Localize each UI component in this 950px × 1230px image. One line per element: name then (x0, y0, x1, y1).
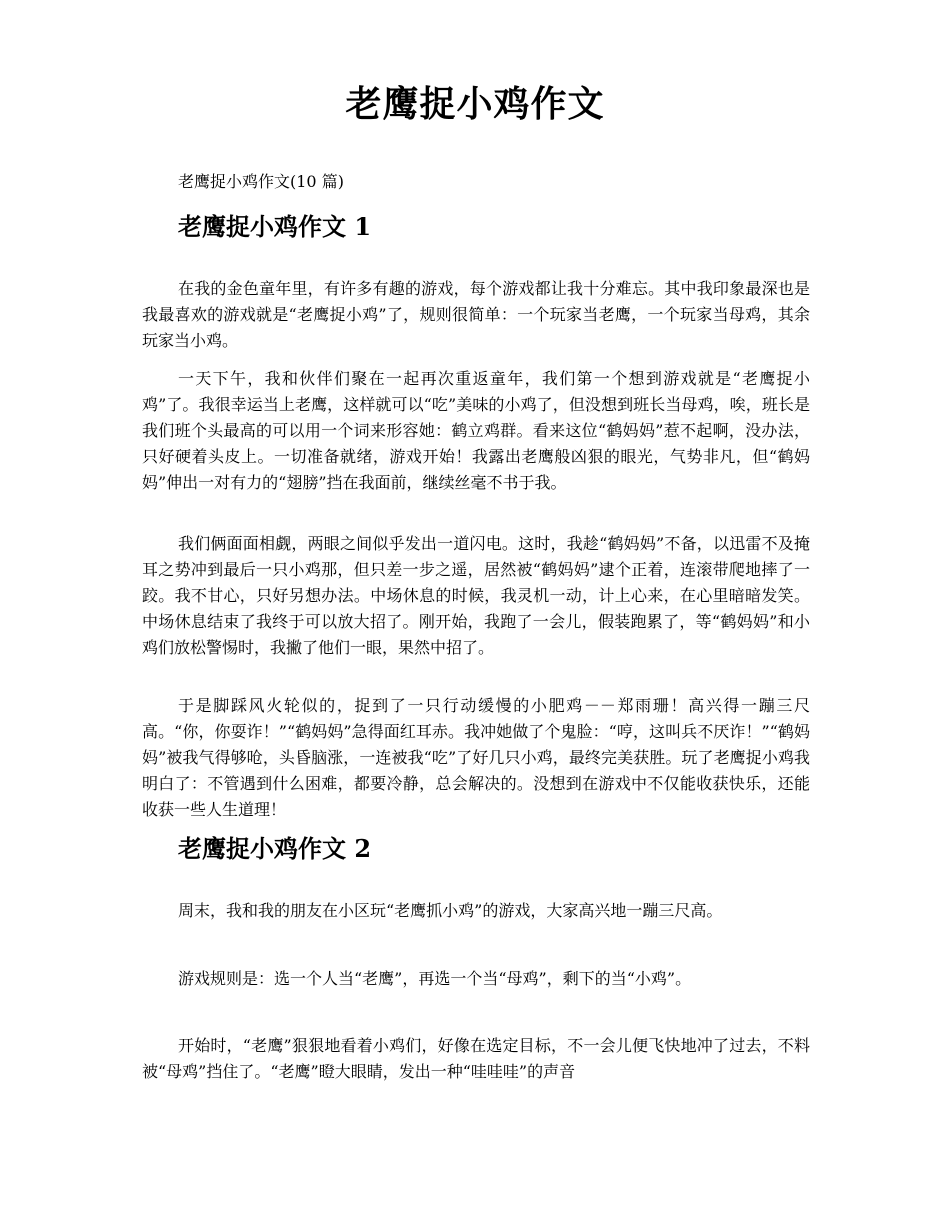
paragraph-2-3: 开始时，“老鹰”狠狠地看着小鸡们，好像在选定目标，不一会儿便飞快地冲了过去，不料被“母鸡”挡住了。“老鹰”瞪大眼睛，发出一种“哇哇哇”的声音 (142, 1036, 810, 1081)
paragraph-2-2: 游戏规则是：选一个人当“老鹰”，再选一个当“母鸡”，剩下的当“小鸡”。 (178, 969, 692, 988)
paragraph-1-1: 在我的金色童年里，有许多有趣的游戏，每个游戏都让我十分难忘。其中我印象最深也是我最喜欢的游戏就是“老鹰捉小鸡”了，规则很简单：一个玩家当老鹰，一个玩家当母鸡，其余玩家当小鸡。 (142, 279, 810, 350)
section-heading-1: 老鹰捉小鸡作文 1 (178, 212, 372, 241)
section-heading-2: 老鹰捉小鸡作文 2 (178, 834, 372, 863)
paragraph-1-3: 我们俩面面相觑，两眼之间似乎发出一道闪电。这时，我趁“鹤妈妈”不备，以迅雷不及掩耳之势冲到最后一只小鸡那，但只差一步之遥，居然被“鹤妈妈”逮个正着，连滚带爬地摔了一跤。我不甘心，只好另想办法。中场休息的时候，我灵机一动，计上心来，在心里暗暗发笑。中场休息结束了我终于可以放大招了。刚开始，我跑了一会儿，假装跑累了，等“鹤妈妈”和小鸡们放松警惕时，我撇了他们一眼，果然中招了。 (142, 534, 810, 657)
paragraph-1-4: 于是脚踩风火轮似的，捉到了一只行动缓慢的小肥鸡－－郑雨珊！高兴得一蹦三尺高。“你，你耍诈！”“鹤妈妈”急得面红耳赤。我冲她做了个鬼脸：“哼，这叫兵不厌诈！”“鹤妈妈”被我气得够呛，头昏脑涨，一连被我“吃”了好几只小鸡，最终完美获胜。玩了老鹰捉小鸡我明白了：不管遇到什么困难，都要冷静，总会解决的。没想到在游戏中不仅能收获快乐，还能收获一些人生道理！ (142, 696, 810, 819)
document-title: 老鹰捉小鸡作文 (345, 83, 605, 125)
paragraph-2-1: 周末，我和我的朋友在小区玩“老鹰抓小鸡”的游戏，大家高兴地一蹦三尺高。 (178, 901, 723, 920)
document-subtitle: 老鹰捉小鸡作文(10 篇) (178, 172, 344, 191)
paragraph-1-2: 一天下午，我和伙伴们聚在一起再次重返童年，我们第一个想到游戏就是“老鹰捉小鸡”了。我很幸运当上老鹰，这样就可以“吃”美味的小鸡了，但没想到班长当母鸡，唉，班长是我们班个头最高的可以用一个词来形容她：鹤立鸡群。看来这位“鹤妈妈”惹不起啊，没办法，只好硬着头皮上。一切准备就绪，游戏开始！我露出老鹰般凶狠的眼光，气势非凡，但“鹤妈妈”伸出一对有力的“翅膀”挡在我面前，继续丝毫不书于我。 (142, 369, 810, 492)
